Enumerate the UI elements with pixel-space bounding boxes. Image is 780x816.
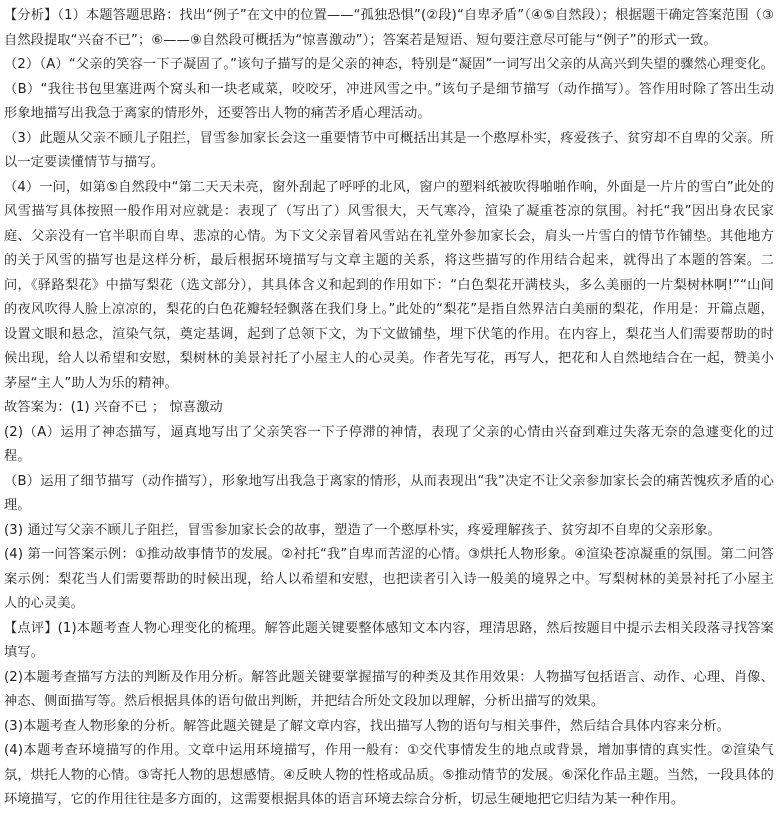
- answer-2a: (2)（A）运用了神态描写，逼真地写出了父亲笑容一下子停滞的神情，表现了父亲的心情由兴奋到难过失落无奈的急遽变化的过程。: [4, 424, 774, 464]
- comment-4: (4)本题考查环境描写的作用。文章中运用环境描写，作用一般有：①交代事情发生的地点或背景，增加事情的真实性。②渲染气氛，烘托人物的心情。③寄托人物的思想感情。④反映人物的性格或品质。⑤推动情节的发展。⑥深化作品主题。当然，一段具体的环境描写，它的作用往往是多方面的，这需要根据具体的语言环境去综合分析，切忌生硬地把它归结为某一种作用。: [4, 743, 774, 807]
- analysis-part-3: （3）此题从父亲不顾儿子阻拦，冒雪参加家长会这一重要情节中可概括出其是一个憨厚朴实，疼爱孩子、贫穷却不自卑的父亲。所以一定要读懂情节与描写。: [4, 130, 774, 170]
- comment-3: (3)本题考查人物形象的分析。解答此题关键是了解文章内容，找出描写人物的语句与相关事件，然后结合具体内容来分析。: [4, 718, 731, 734]
- answer-4: (4) 第一问答案示例：①推动故事情节的发展。②衬托“我”自卑而苦涩的心情。③烘托人物形象。④渲染苍凉凝重的氛围。第二问答案示例：梨花当人们需要帮助的时候出现，给人以希望和安慰，也把读者引入诗一般美的境界之中。写梨树林的美景衬托了小屋主人的心灵美。: [4, 547, 774, 611]
- analysis-part-4: （4）一问，如第⑤自然段中“第二天天未亮，窗外刮起了呼呼的北风，窗户的塑料纸被吹得啪啪作响，外面是一片片的雪白”此处的风雪描写具体按照一般作用对应就是：表现了（写出了）风雪很大，天气寒冷，渲染了凝重苍凉的氛围。衬托“我”因出身农民家庭、父亲没有一官半职而自卑、悲凉的心情。为下文父亲冒着风雪站在礼堂外参加家长会，肩头一片雪白的情节作铺垫。其他地方的关于风雪的描写也是这样分析，最后根据环境描写与文章主题的关系，将这些描写的作用结合起来，就得出了本题的答案。二问，《驿路梨花》中描写梨花（选文部分），其具体含义和起到的作用如下：“白色梨花开满枝头，多么美丽的一片梨树林啊!”“山间的夜风吹得人脸上凉凉的，梨花的白色花瓣轻轻飘落在我们身上。”此处的“梨花”是指自然界洁白美丽的梨花，作用是：开篇点题，设置文眼和悬念，渲染气氛，奠定基调，起到了总领下文，为下文做铺垫，埋下伏笔的作用。在内容上，梨花当人们需要帮助的时候出现，给人以希望和安慰，梨树林的美景衬托了小屋主人的心灵美。作者先写花，再写人，把花和人自然地结合在一起，赞美小茅屋“主人”助人为乐的精神。: [4, 179, 774, 391]
- analysis-part-1: 【分析】（1）本题答题思路：找出“例子”在文中的位置——“孤独恐惧”(②段)“自卑矛盾”（④⑤自然段）；根据题干确定答案范围（③自然段提取“兴奋不已”；⑥——⑨自然段可概括为“惊喜激动”）；答案若是短语、短句要注意尽可能与“例子”的形式一致。: [4, 8, 774, 48]
- answer-1: 故答案为：(1) 兴奋不已 ； 惊喜激动: [4, 400, 223, 415]
- analysis-part-2: （2）（A）“父亲的笑容一下子凝固了。”该句子描写的是父亲的神态，特别是“凝固”一词写出父亲的从高兴到失望的骤然心理变化。（B）“我往书包里塞进两个窝头和一块老咸菜，咬咬牙，冲进风雪之中。”该句子是细节描写（动作描写）。答作用时除了答出生动形象地描写出我急于离家的情形外，还要答出人物的痛苦矛盾心理活动。: [4, 57, 774, 121]
- answer-2b: （B）运用了细节描写（动作描写），形象地写出我急于离家的情形，从而表现出“我”决定不让父亲参加家长会的痛苦愧疚矛盾的心理。: [4, 473, 774, 513]
- answer-3: (3) 通过写父亲不顾儿子阻拦，冒雪参加家长会的故事，塑造了一个憨厚朴实，疼爱理解孩子、贫穷却不自卑的父亲形象。: [4, 522, 722, 538]
- comment-1: 【点评】(1)本题考查人物心理变化的梳理。解答此题关键要整体感知文本内容，理清思路，然后按题目中提示去相关段落寻找答案填写。: [4, 620, 774, 660]
- comment-2: (2)本题考查描写方法的判断及作用分析。解答此题关键要掌握描写的种类及其作用效果：人物描写包括语言、动作、心理、肖像、神态、侧面描写等。然后根据具体的语句做出判断，并把结合所处文段加以理解，分析出描写的效果。: [4, 669, 774, 709]
